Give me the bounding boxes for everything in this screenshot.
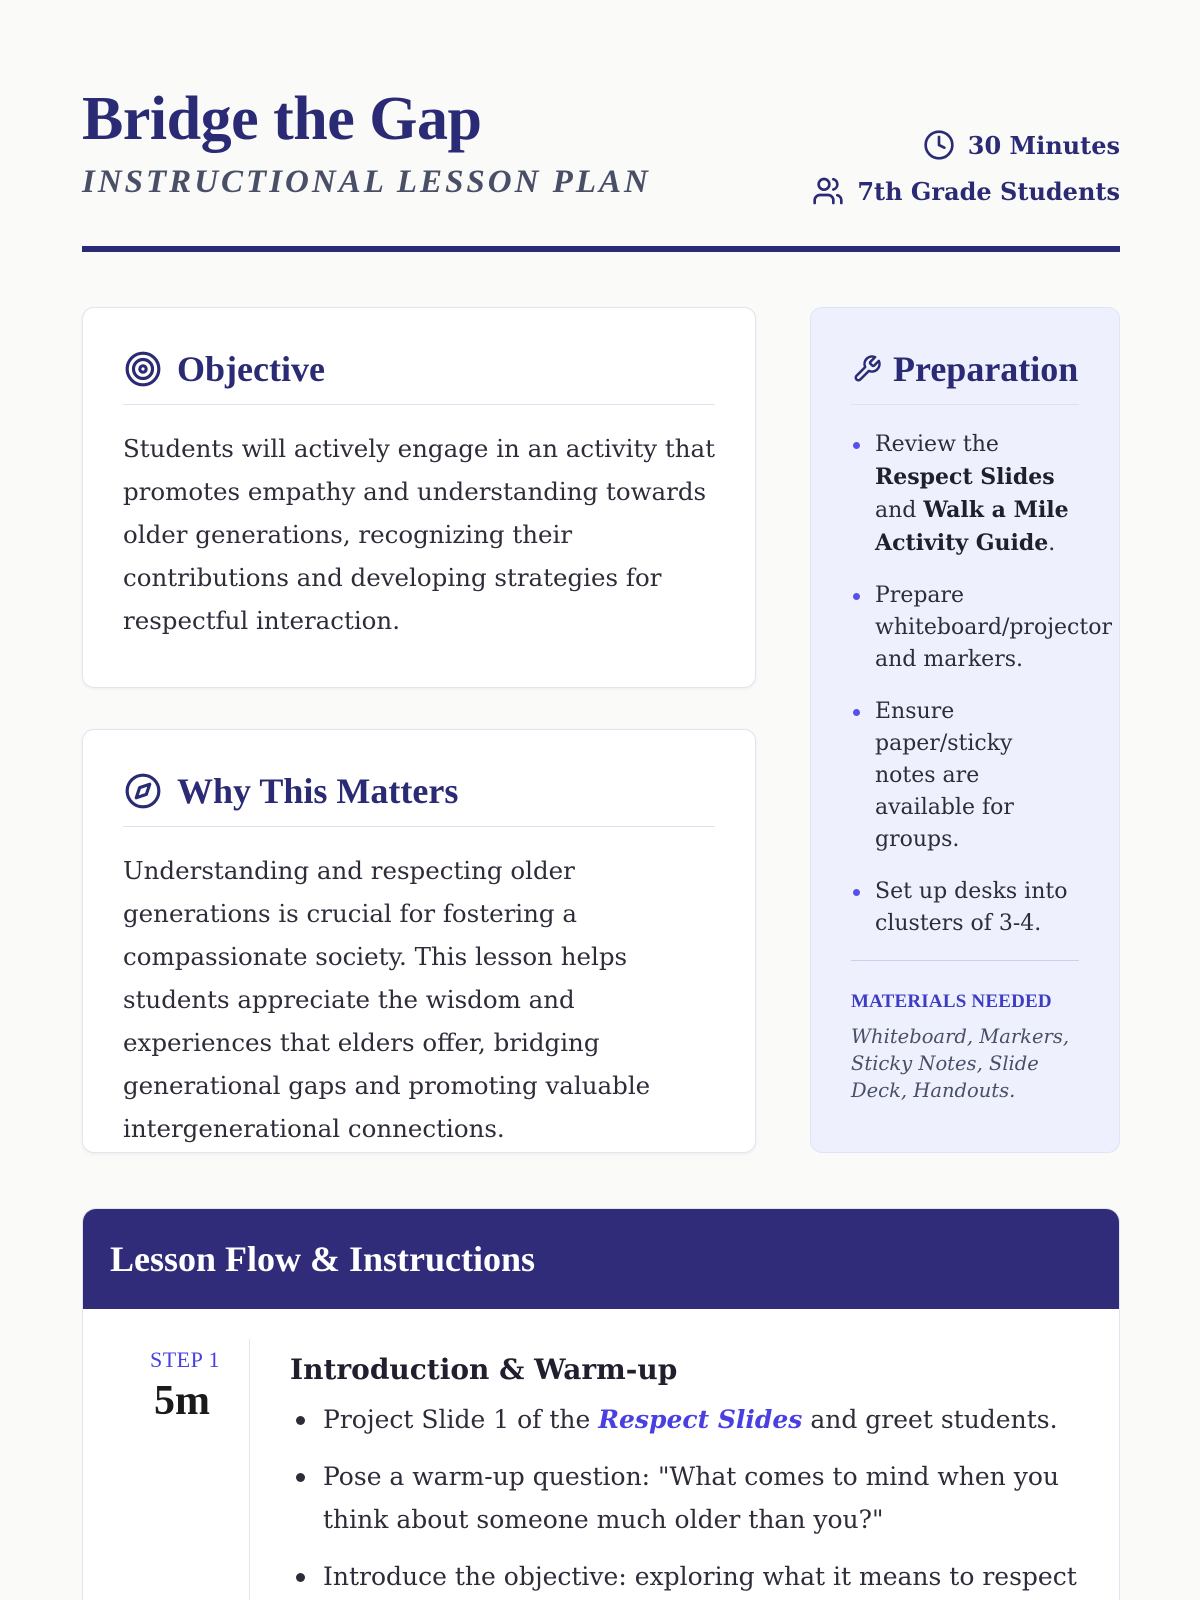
respect-slides-ref: Respect Slides (875, 464, 1055, 490)
page-subtitle: INSTRUCTIONAL LESSON PLAN (82, 164, 651, 200)
compass-icon (123, 771, 163, 811)
step-1-meta (83, 1347, 250, 1425)
step-title: Introduction & Warm-up (290, 1353, 678, 1386)
lesson-meta (811, 122, 1120, 214)
why-title: Why This Matters (177, 771, 459, 811)
objective-divider (123, 404, 715, 405)
preparation-header (851, 348, 1079, 390)
lesson-flow-section (82, 1208, 1120, 1600)
step-duration: 5m (154, 1378, 210, 1424)
lesson-plan-page (82, 0, 1120, 1591)
users-icon (811, 174, 845, 208)
list-item: Prepare whiteboard/projector and markers. (851, 580, 1079, 676)
materials-label: MATERIALS NEEDED (851, 991, 1052, 1012)
target-icon (123, 349, 163, 389)
list-item: Set up desks into clusters of 3-4. (851, 876, 1079, 940)
step-label: STEP 1 (149, 1347, 220, 1372)
why-header (123, 770, 715, 812)
materials-text: Whiteboard, Markers, Sticky Notes, Slide Deck, Handouts. (851, 1025, 1070, 1102)
list-item: Project Slide 1 of the Respect Slides and greet students. (290, 1398, 1090, 1441)
step-divider (249, 1339, 250, 1600)
step-1-list (290, 1398, 1090, 1598)
lesson-flow-title: Lesson Flow & Instructions (110, 1239, 536, 1279)
preparation-title: Preparation (893, 349, 1079, 389)
list-item: Review the Respect Slides and Walk a Mile Activity Guide. (851, 429, 1079, 560)
step-1-content (290, 1353, 1090, 1600)
respect-slides-link: Respect Slides (598, 1405, 803, 1434)
duration-text: 30 Minutes (967, 130, 1120, 160)
preparation-list (851, 429, 1112, 940)
lesson-flow-header (83, 1209, 1119, 1309)
list-item: Ensure paper/sticky notes are available for groups. (851, 696, 1079, 856)
objective-card (82, 307, 756, 688)
objective-header (123, 348, 715, 390)
why-text: Understanding and respecting older generations is crucial for fostering a compassionate society. This lesson helps students appreciate the wisdom and experiences that elders offer, bridging generational gaps and promoting valuable intergenerational connections. (123, 856, 651, 1143)
why-card (82, 729, 756, 1153)
wrench-icon (851, 349, 883, 389)
preparation-card (810, 307, 1120, 1153)
clock-icon (922, 128, 956, 162)
materials-divider (851, 960, 1079, 961)
objective-text: Students will actively engage in an activity that promotes empathy and understanding towards older generations, recognizing their contributions and developing strategies for respectful interaction. (123, 434, 716, 635)
header-divider (82, 246, 1120, 252)
page-title: Bridge the Gap (82, 85, 482, 153)
why-divider (123, 826, 715, 827)
duration-row (811, 122, 1120, 168)
header (82, 0, 1120, 256)
audience-row (811, 168, 1120, 214)
list-item: Introduce the objective: exploring what it means to respect (290, 1555, 1090, 1598)
objective-title: Objective (177, 349, 325, 389)
walk-a-mile-guide-ref: Walk a Mile Activity Guide (875, 497, 1069, 556)
list-item: Pose a warm-up question: "What comes to mind when you think about someone much older than you?" (290, 1455, 1090, 1541)
audience-text: 7th Grade Students (857, 176, 1120, 206)
preparation-divider (851, 404, 1079, 405)
